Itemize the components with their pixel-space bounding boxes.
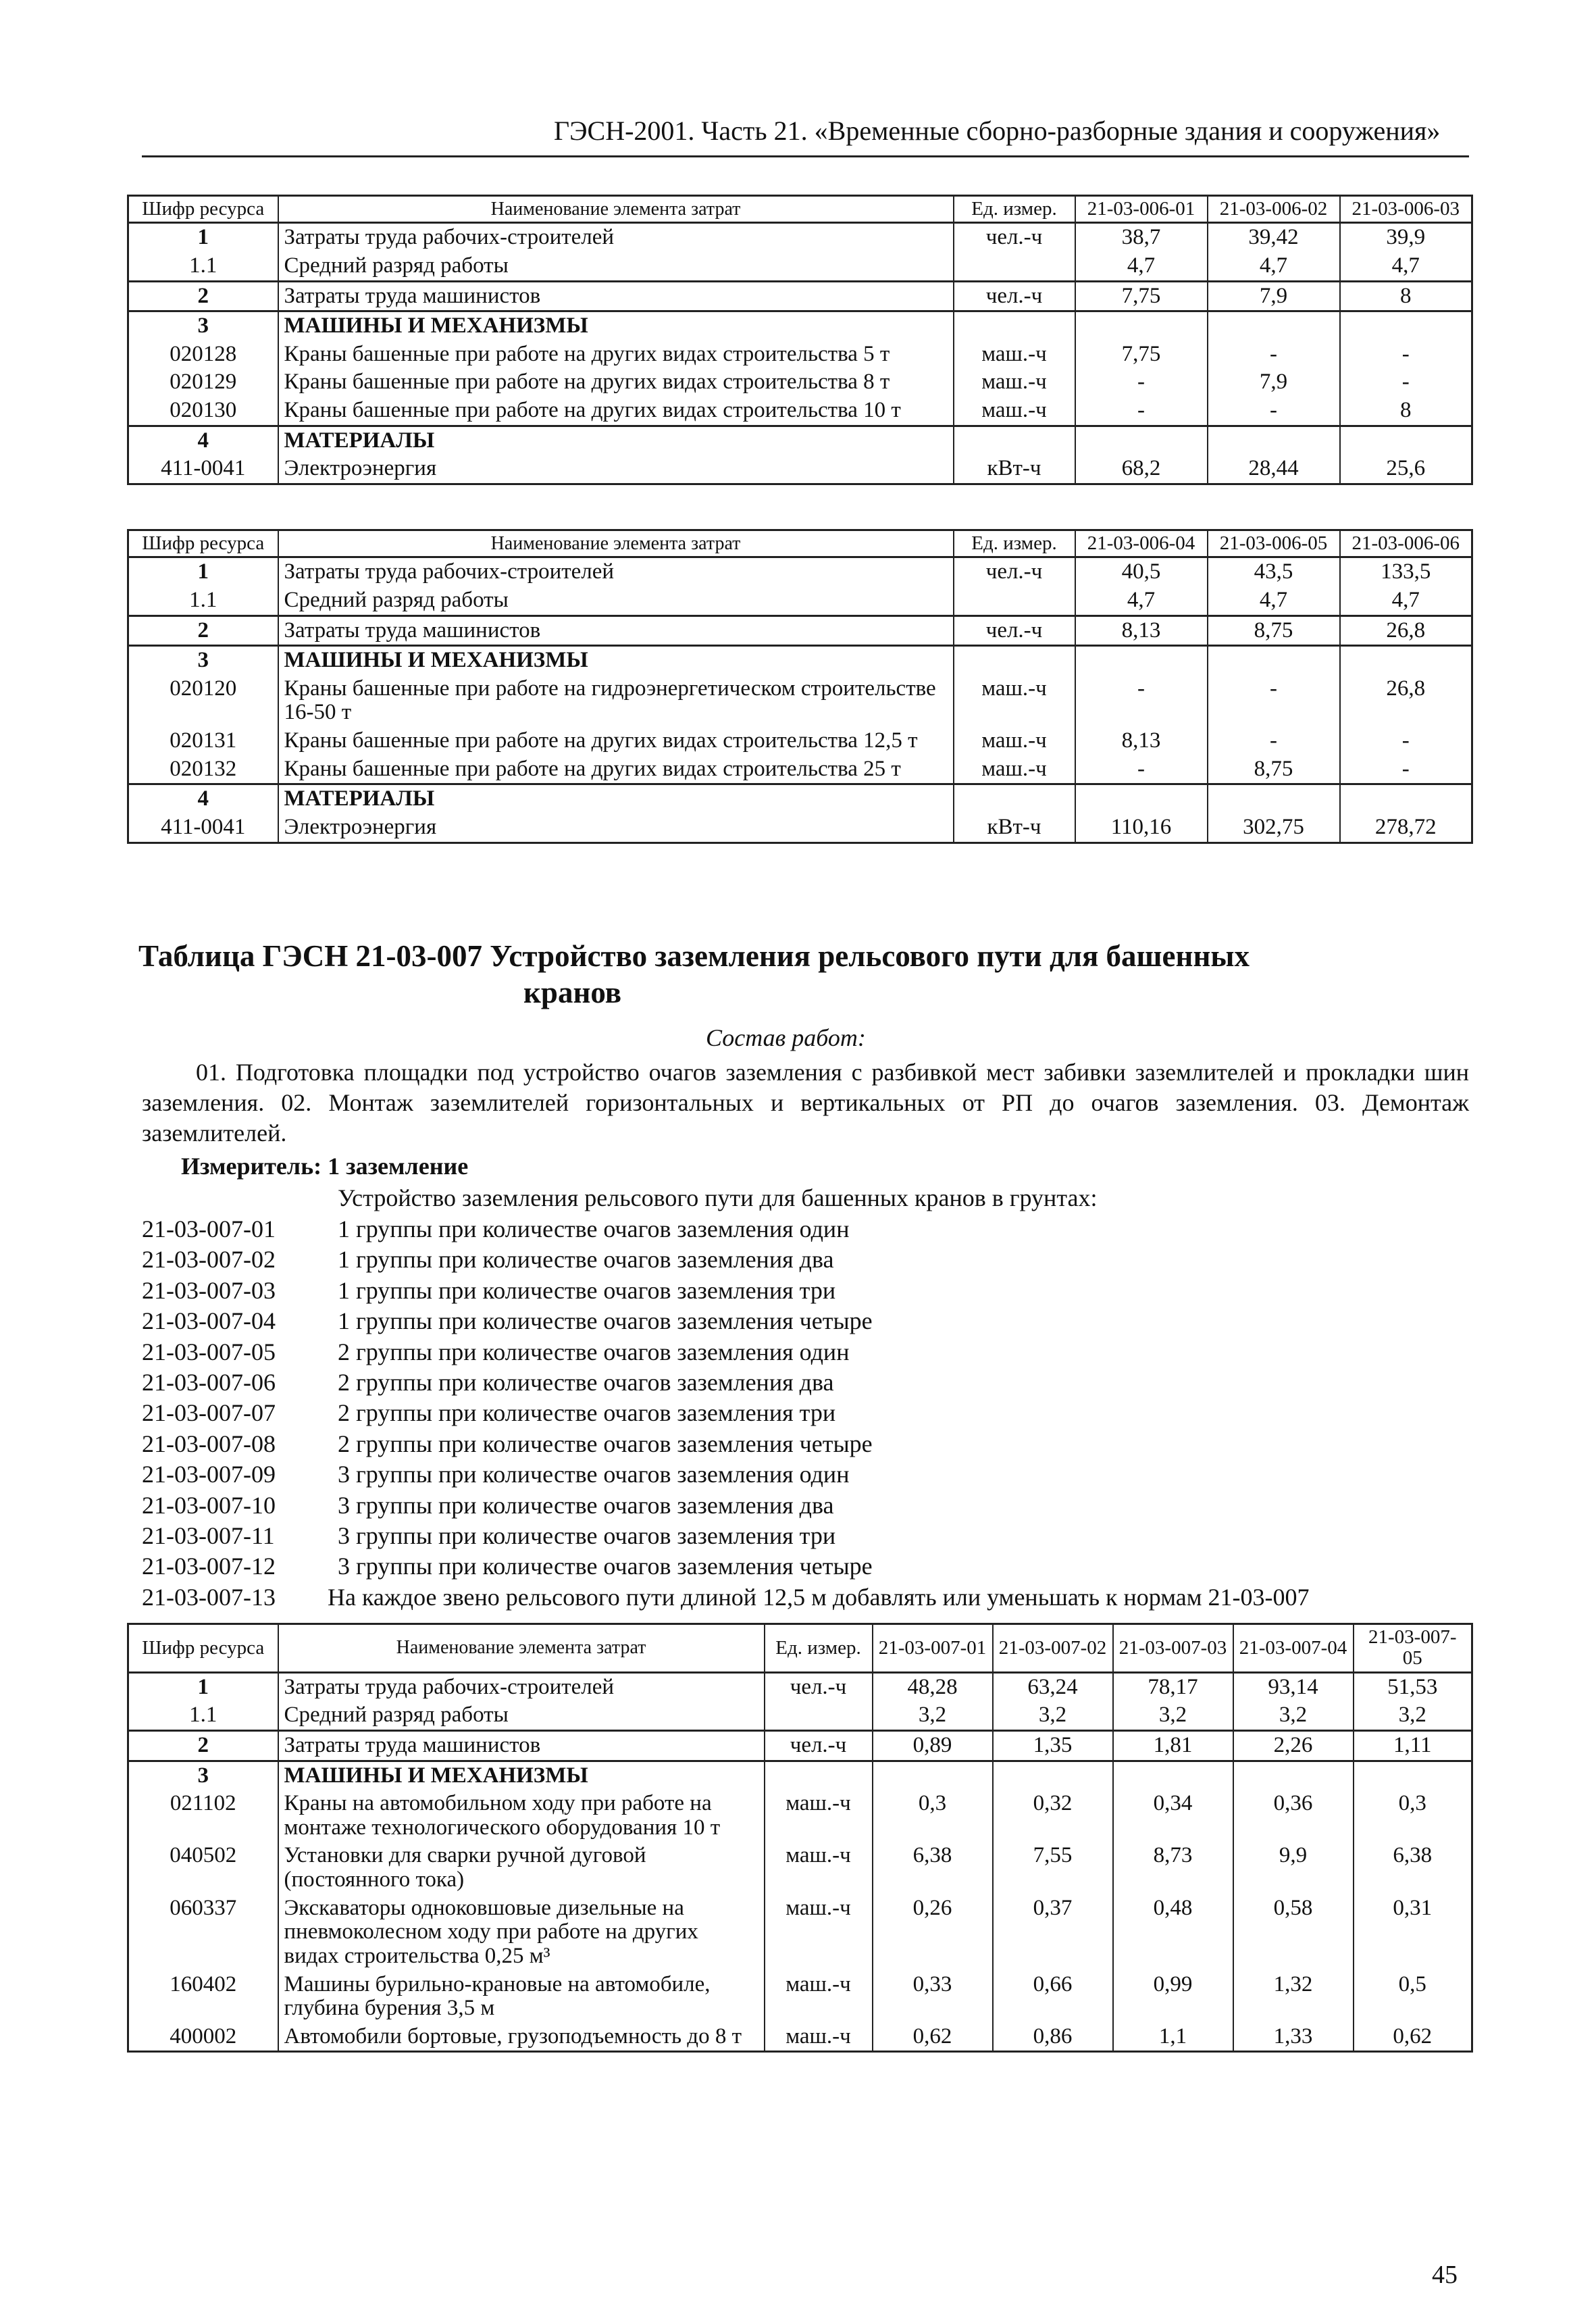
value-cell: 0,37 xyxy=(993,1894,1113,1971)
norm-codes-list xyxy=(142,1214,1310,1613)
table-row xyxy=(128,615,1472,646)
measure-unit: Измеритель: 1 заземление xyxy=(181,1153,469,1180)
norm-code-item xyxy=(142,1306,1310,1336)
value-cell: 3,2 xyxy=(1354,1701,1472,1730)
unit-cell: чел.-ч xyxy=(954,223,1075,252)
norm-description: 1 группы при количестве очагов заземления три xyxy=(338,1276,836,1304)
unit-cell xyxy=(954,646,1075,675)
cost-element-cell: Затраты труда рабочих-строителей xyxy=(278,223,954,252)
resource-code-cell: 411-0041 xyxy=(128,455,278,484)
value-cell: 110,16 xyxy=(1075,813,1208,842)
column-header: 21-03-006-02 xyxy=(1208,196,1340,223)
table-row xyxy=(128,2023,1472,2052)
norm-code-item xyxy=(142,1521,1310,1551)
value-cell: - xyxy=(1208,397,1340,426)
value-cell xyxy=(1113,1761,1233,1790)
value-cell: - xyxy=(1340,727,1472,755)
value-cell: 133,5 xyxy=(1340,557,1472,586)
value-cell: 48,28 xyxy=(873,1672,993,1701)
value-cell: - xyxy=(1340,755,1472,784)
column-header: 21-03-006-01 xyxy=(1075,196,1208,223)
resource-code-cell: 060337 xyxy=(128,1894,278,1971)
value-cell: 1,11 xyxy=(1354,1730,1472,1761)
resource-code-cell: 040502 xyxy=(128,1842,278,1894)
table-row xyxy=(128,311,1472,341)
value-cell: 8,75 xyxy=(1208,755,1340,784)
cost-element-cell: Краны башенные при работе на других видах строительства 10 т xyxy=(278,397,954,426)
unit-cell: кВт-ч xyxy=(954,813,1075,842)
value-cell: 0,36 xyxy=(1233,1790,1354,1842)
cost-element-cell: Краны на автомобильном ходу при работе на монтаже технологического оборудования 10 т xyxy=(278,1790,765,1842)
unit-cell: чел.-ч xyxy=(954,557,1075,586)
cost-element-cell: Затраты труда машинистов xyxy=(278,1730,765,1761)
resource-code-cell: 020129 xyxy=(128,368,278,397)
resource-code-cell: 020132 xyxy=(128,755,278,784)
norm-code: 21-03-007-01 xyxy=(142,1215,276,1242)
norm-code: 21-03-007-12 xyxy=(142,1553,276,1580)
value-cell: 3,2 xyxy=(993,1701,1113,1730)
unit-cell: маш.-ч xyxy=(954,755,1075,784)
table-row xyxy=(128,755,1472,784)
value-cell: 0,32 xyxy=(993,1790,1113,1842)
section-title-line1: Таблица ГЭСН 21-03-007 Устройство заземления рельсового пути для башенных xyxy=(138,939,1250,973)
resource-code-cell: 020128 xyxy=(128,341,278,369)
norm-code-item xyxy=(142,1459,1310,1490)
value-cell: - xyxy=(1075,755,1208,784)
column-header: 21-03-007-01 xyxy=(873,1624,993,1673)
norm-code: 21-03-007-06 xyxy=(142,1369,276,1397)
value-cell: - xyxy=(1340,341,1472,369)
unit-cell: чел.-ч xyxy=(954,281,1075,311)
resource-code-cell: 1 xyxy=(128,223,278,252)
value-cell: 51,53 xyxy=(1354,1672,1472,1701)
value-cell: 7,9 xyxy=(1208,281,1340,311)
value-cell: 0,99 xyxy=(1113,1971,1233,2023)
norm-code: 21-03-007-10 xyxy=(142,1491,276,1519)
value-cell: 4,7 xyxy=(1208,252,1340,281)
value-cell xyxy=(1208,311,1340,341)
table-row xyxy=(128,675,1472,727)
unit-cell: маш.-ч xyxy=(765,1790,873,1842)
norm-description: 2 группы при количестве очагов заземления четыре xyxy=(338,1430,873,1457)
column-header: Ед. измер. xyxy=(954,196,1075,223)
value-cell: 0,3 xyxy=(873,1790,993,1842)
value-cell: 39,42 xyxy=(1208,223,1340,252)
value-cell: 7,75 xyxy=(1075,341,1208,369)
norm-code: 21-03-007-08 xyxy=(142,1430,276,1457)
value-cell: 4,7 xyxy=(1340,586,1472,615)
unit-cell xyxy=(954,311,1075,341)
table-row xyxy=(128,1894,1472,1971)
value-cell: - xyxy=(1208,341,1340,369)
value-cell: 8,13 xyxy=(1075,615,1208,646)
cost-element-cell: Электроэнергия xyxy=(278,813,954,842)
page-number: 45 xyxy=(1432,2261,1458,2289)
value-cell xyxy=(1075,311,1208,341)
norm-description: 1 группы при количестве очагов заземления четыре xyxy=(338,1307,873,1335)
norm-description: На каждое звено рельсового пути длиной 12,5 м добавлять или уменьшать к нормам 21-03-007 xyxy=(328,1583,1310,1611)
resource-code-cell: 4 xyxy=(128,784,278,813)
table-row xyxy=(128,646,1472,675)
value-cell: 25,6 xyxy=(1340,455,1472,484)
resource-code-cell: 3 xyxy=(128,1761,278,1790)
value-cell xyxy=(873,1761,993,1790)
unit-cell: маш.-ч xyxy=(765,2023,873,2052)
table-header-row xyxy=(128,196,1472,223)
resource-code-cell: 2 xyxy=(128,281,278,311)
value-cell: 1,35 xyxy=(993,1730,1113,1761)
value-cell: 4,7 xyxy=(1075,586,1208,615)
resource-code-cell: 020130 xyxy=(128,397,278,426)
value-cell xyxy=(1075,426,1208,455)
value-cell: 40,5 xyxy=(1075,557,1208,586)
cost-element-cell: Средний разряд работы xyxy=(278,586,954,615)
column-header: 21-03-006-03 xyxy=(1340,196,1472,223)
column-header: Наименование элемента затрат xyxy=(278,530,954,557)
table-row xyxy=(128,784,1472,813)
resource-code-cell: 1.1 xyxy=(128,586,278,615)
norm-code-item xyxy=(142,1276,1310,1306)
resource-code-cell: 4 xyxy=(128,426,278,455)
cost-element-cell: Затраты труда машинистов xyxy=(278,281,954,311)
norm-code-item xyxy=(142,1490,1310,1521)
value-cell: 8,75 xyxy=(1208,615,1340,646)
column-header: 21-03-007-02 xyxy=(993,1624,1113,1673)
column-header: Наименование элемента затрат xyxy=(278,1624,765,1673)
unit-cell: маш.-ч xyxy=(954,727,1075,755)
value-cell: 0,3 xyxy=(1354,1790,1472,1842)
norm-code-item xyxy=(142,1551,1310,1582)
value-cell: 302,75 xyxy=(1208,813,1340,842)
table-row xyxy=(128,1790,1472,1842)
column-header: Шифр ресурса xyxy=(128,530,278,557)
unit-cell: маш.-ч xyxy=(954,675,1075,727)
unit-cell: маш.-ч xyxy=(954,397,1075,426)
cost-element-cell: Затраты труда машинистов xyxy=(278,615,954,646)
table-row xyxy=(128,1971,1472,2023)
norm-code: 21-03-007-04 xyxy=(142,1307,276,1335)
cost-element-cell: Краны башенные при работе на других видах строительства 12,5 т xyxy=(278,727,954,755)
norms-intro: Устройство заземления рельсового пути для башенных кранов в грунтах: xyxy=(338,1184,1098,1211)
cost-element-cell: МАТЕРИАЛЫ xyxy=(278,426,954,455)
header-rule xyxy=(142,155,1469,157)
cost-element-cell: МАШИНЫ И МЕХАНИЗМЫ xyxy=(278,646,954,675)
norm-code: 21-03-007-05 xyxy=(142,1338,276,1365)
value-cell: 0,48 xyxy=(1113,1894,1233,1971)
norm-description: 1 группы при количестве очагов заземления один xyxy=(338,1215,850,1242)
norm-code-item xyxy=(142,1398,1310,1428)
value-cell xyxy=(1233,1761,1354,1790)
value-cell: 3,2 xyxy=(1113,1701,1233,1730)
value-cell: 4,7 xyxy=(1208,586,1340,615)
value-cell: 1,1 xyxy=(1113,2023,1233,2052)
column-header: Ед. измер. xyxy=(954,530,1075,557)
running-header: ГЭСН-2001. Часть 21. «Временные сборно-разборные здания и сооружения» xyxy=(554,116,1441,146)
resource-code-cell: 160402 xyxy=(128,1971,278,2023)
section-title xyxy=(138,938,1354,1011)
norm-code: 21-03-007-09 xyxy=(142,1461,276,1488)
value-cell: - xyxy=(1075,368,1208,397)
table-row xyxy=(128,1701,1472,1730)
table-row xyxy=(128,455,1472,484)
unit-cell: маш.-ч xyxy=(765,1971,873,2023)
norm-description: 3 группы при количестве очагов заземления два xyxy=(338,1491,834,1519)
norm-description: 1 группы при количестве очагов заземления два xyxy=(338,1246,834,1274)
norm-description: 3 группы при количестве очагов заземления четыре xyxy=(338,1553,873,1580)
table-header-row xyxy=(128,530,1472,557)
resource-code-cell: 021102 xyxy=(128,1790,278,1842)
section-title-line2: кранов xyxy=(523,976,622,1009)
cost-element-cell: Установки для сварки ручной дуговой (постоянного тока) xyxy=(278,1842,765,1894)
value-cell xyxy=(1340,646,1472,675)
norm-description: 2 группы при количестве очагов заземления два xyxy=(338,1369,834,1397)
value-cell: 278,72 xyxy=(1340,813,1472,842)
resource-code-cell: 411-0041 xyxy=(128,813,278,842)
value-cell: - xyxy=(1075,397,1208,426)
cost-element-cell: Машины бурильно-крановые на автомобиле, глубина бурения 3,5 м xyxy=(278,1971,765,2023)
value-cell: 0,58 xyxy=(1233,1894,1354,1971)
norm-description: 3 группы при количестве очагов заземления один xyxy=(338,1461,850,1488)
norm-code-item xyxy=(142,1244,1310,1275)
value-cell: - xyxy=(1208,675,1340,727)
value-cell xyxy=(993,1761,1113,1790)
value-cell: 0,33 xyxy=(873,1971,993,2023)
value-cell: 0,5 xyxy=(1354,1971,1472,2023)
table-row xyxy=(128,281,1472,311)
resource-code-cell: 2 xyxy=(128,615,278,646)
value-cell: 0,86 xyxy=(993,2023,1113,2052)
norm-code-item xyxy=(142,1337,1310,1367)
cost-element-cell: Затраты труда рабочих-строителей xyxy=(278,557,954,586)
unit-cell: маш.-ч xyxy=(765,1894,873,1971)
table-row xyxy=(128,586,1472,615)
column-header: 21-03-007-03 xyxy=(1113,1624,1233,1673)
resource-code-cell: 400002 xyxy=(128,2023,278,2052)
value-cell: 7,55 xyxy=(993,1842,1113,1894)
value-cell: 39,9 xyxy=(1340,223,1472,252)
value-cell: 0,31 xyxy=(1354,1894,1472,1971)
column-header: Ед. измер. xyxy=(765,1624,873,1673)
value-cell xyxy=(1075,784,1208,813)
unit-cell: кВт-ч xyxy=(954,455,1075,484)
value-cell: 1,33 xyxy=(1233,2023,1354,2052)
norm-code-item xyxy=(142,1429,1310,1459)
value-cell: - xyxy=(1208,727,1340,755)
value-cell: 8 xyxy=(1340,397,1472,426)
value-cell: 9,9 xyxy=(1233,1842,1354,1894)
norm-code: 21-03-007-13 xyxy=(142,1583,276,1611)
table-row xyxy=(128,1842,1472,1894)
unit-cell: маш.-ч xyxy=(954,341,1075,369)
unit-cell: чел.-ч xyxy=(765,1730,873,1761)
norm-code-item xyxy=(142,1214,1310,1244)
unit-cell: маш.-ч xyxy=(765,1842,873,1894)
value-cell xyxy=(1354,1761,1472,1790)
value-cell: 7,9 xyxy=(1208,368,1340,397)
norm-description: 2 группы при количестве очагов заземления один xyxy=(338,1338,850,1365)
value-cell: 8,73 xyxy=(1113,1842,1233,1894)
norm-description: 2 группы при количестве очагов заземления три xyxy=(338,1399,836,1427)
value-cell: 26,8 xyxy=(1340,615,1472,646)
value-cell xyxy=(1340,426,1472,455)
unit-cell: чел.-ч xyxy=(954,615,1075,646)
resource-code-cell: 3 xyxy=(128,311,278,341)
resource-code-cell: 1.1 xyxy=(128,252,278,281)
cost-element-cell: Краны башенные при работе на гидроэнергетическом строительстве 16-50 т xyxy=(278,675,954,727)
value-cell: 63,24 xyxy=(993,1672,1113,1701)
norm-description: 3 группы при количестве очагов заземления три xyxy=(338,1522,836,1550)
value-cell: 4,7 xyxy=(1075,252,1208,281)
value-cell xyxy=(1340,784,1472,813)
value-cell xyxy=(1340,311,1472,341)
column-header: 21-03-006-06 xyxy=(1340,530,1472,557)
value-cell: 4,7 xyxy=(1340,252,1472,281)
table-row xyxy=(128,341,1472,369)
value-cell xyxy=(1208,784,1340,813)
cost-element-cell: Краны башенные при работе на других видах строительства 25 т xyxy=(278,755,954,784)
cost-element-cell: МАТЕРИАЛЫ xyxy=(278,784,954,813)
value-cell: - xyxy=(1075,675,1208,727)
table-row xyxy=(128,1672,1472,1701)
cost-element-cell: Затраты труда рабочих-строителей xyxy=(278,1672,765,1701)
work-composition-label: Состав работ: xyxy=(706,1024,866,1051)
unit-cell xyxy=(954,252,1075,281)
resource-code-cell: 020131 xyxy=(128,727,278,755)
value-cell: 78,17 xyxy=(1113,1672,1233,1701)
unit-cell xyxy=(765,1761,873,1790)
value-cell: 2,26 xyxy=(1233,1730,1354,1761)
resource-code-cell: 1 xyxy=(128,1672,278,1701)
table-row xyxy=(128,1761,1472,1790)
norm-code: 21-03-007-03 xyxy=(142,1276,276,1304)
resource-table-007-01-05 xyxy=(127,1623,1473,2053)
norm-code-item xyxy=(142,1582,1310,1613)
unit-cell: маш.-ч xyxy=(954,368,1075,397)
column-header: Шифр ресурса xyxy=(128,1624,278,1673)
column-header: 21-03-007-05 xyxy=(1354,1624,1472,1673)
unit-cell xyxy=(954,586,1075,615)
unit-cell: чел.-ч xyxy=(765,1672,873,1701)
unit-cell xyxy=(954,784,1075,813)
value-cell: 0,62 xyxy=(873,2023,993,2052)
cost-element-cell: Экскаваторы одноковшовые дизельные на пневмоколесном ходу при работе на других видах строительства 0,25 м³ xyxy=(278,1894,765,1971)
norm-code-item xyxy=(142,1367,1310,1398)
column-header: 21-03-006-04 xyxy=(1075,530,1208,557)
resource-code-cell: 2 xyxy=(128,1730,278,1761)
value-cell: 93,14 xyxy=(1233,1672,1354,1701)
table-row xyxy=(128,813,1472,842)
value-cell: 38,7 xyxy=(1075,223,1208,252)
resource-code-cell: 1.1 xyxy=(128,1701,278,1730)
value-cell: 0,34 xyxy=(1113,1790,1233,1842)
norm-code: 21-03-007-02 xyxy=(142,1246,276,1274)
value-cell: 1,32 xyxy=(1233,1971,1354,2023)
value-cell xyxy=(1208,426,1340,455)
resource-table-006-01-03 xyxy=(127,195,1473,485)
value-cell: 8,13 xyxy=(1075,727,1208,755)
unit-cell xyxy=(954,426,1075,455)
work-composition-text: 01. Подготовка площадки под устройство очагов заземления с разбивкой мест забивки заземлителей и прокладки шин заземления. 02. Монтаж заземлителей горизонтальных и вертикальных от РП до очагов заземления. 03. Демонтаж заземлителей. xyxy=(142,1059,1469,1147)
value-cell: 0,66 xyxy=(993,1971,1113,2023)
cost-element-cell: МАШИНЫ И МЕХАНИЗМЫ xyxy=(278,311,954,341)
table-row xyxy=(128,368,1472,397)
norm-code: 21-03-007-11 xyxy=(142,1522,275,1550)
column-header: 21-03-007-04 xyxy=(1233,1624,1354,1673)
column-header: 21-03-006-05 xyxy=(1208,530,1340,557)
cost-element-cell: МАШИНЫ И МЕХАНИЗМЫ xyxy=(278,1761,765,1790)
column-header: Наименование элемента затрат xyxy=(278,196,954,223)
table-header-row xyxy=(128,1624,1472,1673)
resource-code-cell: 1 xyxy=(128,557,278,586)
value-cell: 1,81 xyxy=(1113,1730,1233,1761)
cost-element-cell: Автомобили бортовые, грузоподъемность до 8 т xyxy=(278,2023,765,2052)
value-cell: 28,44 xyxy=(1208,455,1340,484)
value-cell: 8 xyxy=(1340,281,1472,311)
value-cell xyxy=(1208,646,1340,675)
cost-element-cell: Краны башенные при работе на других видах строительства 8 т xyxy=(278,368,954,397)
table-row xyxy=(128,223,1472,252)
value-cell: 0,89 xyxy=(873,1730,993,1761)
resource-code-cell: 020120 xyxy=(128,675,278,727)
value-cell: 0,26 xyxy=(873,1894,993,1971)
norm-code: 21-03-007-07 xyxy=(142,1399,276,1427)
table-row xyxy=(128,1730,1472,1761)
resource-code-cell: 3 xyxy=(128,646,278,675)
value-cell: 3,2 xyxy=(1233,1701,1354,1730)
cost-element-cell: Электроэнергия xyxy=(278,455,954,484)
value-cell: 68,2 xyxy=(1075,455,1208,484)
table-row xyxy=(128,727,1472,755)
value-cell: 0,62 xyxy=(1354,2023,1472,2052)
value-cell: 26,8 xyxy=(1340,675,1472,727)
resource-table-006-04-06 xyxy=(127,529,1473,844)
table-row xyxy=(128,252,1472,281)
cost-element-cell: Средний разряд работы xyxy=(278,1701,765,1730)
value-cell: 6,38 xyxy=(873,1842,993,1894)
table-row xyxy=(128,557,1472,586)
cost-element-cell: Краны башенные при работе на других видах строительства 5 т xyxy=(278,341,954,369)
value-cell: 43,5 xyxy=(1208,557,1340,586)
value-cell: - xyxy=(1340,368,1472,397)
table-row xyxy=(128,397,1472,426)
cost-element-cell: Средний разряд работы xyxy=(278,252,954,281)
value-cell: 3,2 xyxy=(873,1701,993,1730)
value-cell: 6,38 xyxy=(1354,1842,1472,1894)
unit-cell xyxy=(765,1701,873,1730)
value-cell: 7,75 xyxy=(1075,281,1208,311)
table-row xyxy=(128,426,1472,455)
value-cell xyxy=(1075,646,1208,675)
column-header: Шифр ресурса xyxy=(128,196,278,223)
